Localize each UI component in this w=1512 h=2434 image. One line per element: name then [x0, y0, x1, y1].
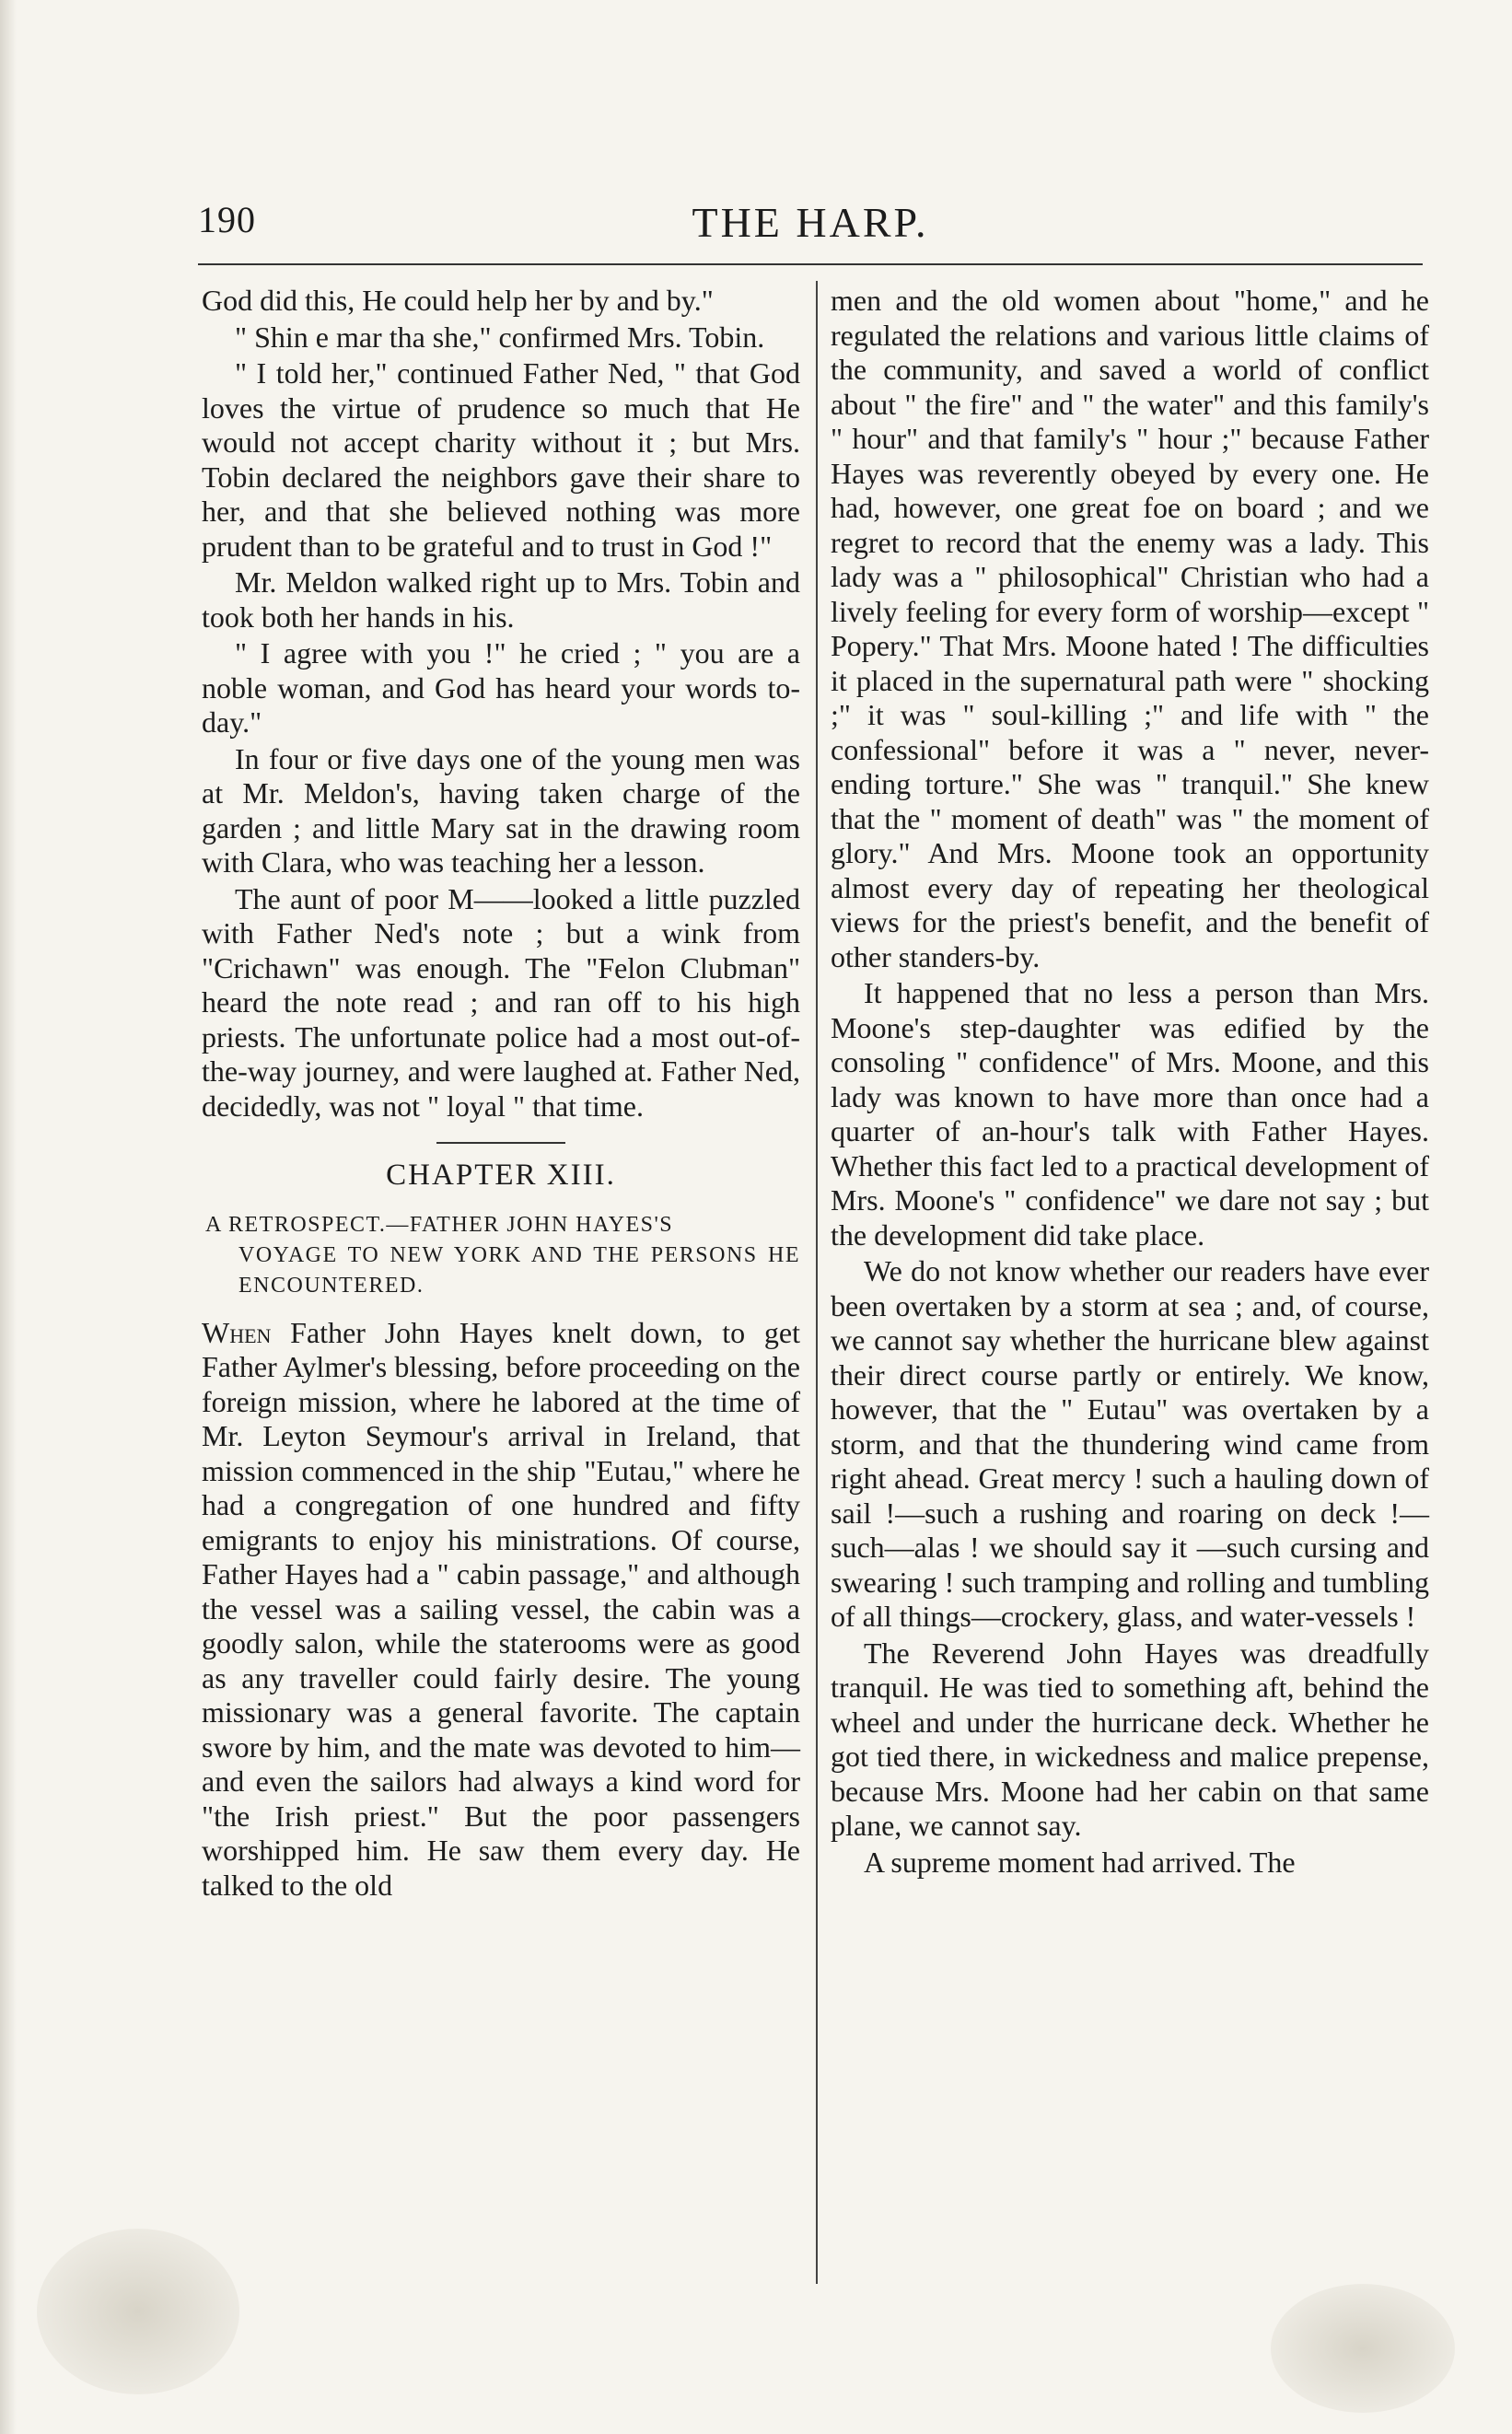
chapter-summary-line: VOYAGE TO NEW YORK AND THE PERSONS HE ENCOUNTERED.	[238, 1242, 800, 1298]
header-rule	[198, 263, 1423, 265]
paragraph: " Shin e mar tha she," confirmed Mrs. Tobin.	[235, 320, 765, 354]
paragraph: The Reverend John Hayes was dreadfully tranquil. He was tied to something aft, behind the wheel and under the hurricane deck. Whether he got tied there, in wickedness and malice prepense, because Mrs. Moone had her cabin on that same plane, we cannot say.	[831, 1636, 1429, 1842]
paragraph: " I agree with you !" he cried ; " you are a noble woman, and God has heard your words to-day."	[202, 636, 800, 739]
paragraph: In four or five days one of the young men was at Mr. Meldon's, having taken charge of the garden ; and little Mary sat in the drawing room with Clara, who was teaching her a lesson.	[202, 741, 800, 879]
column-divider	[816, 281, 818, 2284]
paragraph: The aunt of poor M——looked a little puzzled with Father Ned's note ; but a wink from "Crichawn" was enough. The "Felon Clubman" heard the note read ; and ran off to his high priests. The unfortunate police had a most out-of-the-way journey, and were laughed at. Father Ned, decidedly, was not " loyal " that time.	[202, 881, 800, 1123]
paper-smudge	[1271, 2284, 1455, 2413]
paper-smudge	[37, 2229, 239, 2394]
left-column	[202, 284, 800, 1904]
paragraph: " I told her," continued Father Ned, " that God loves the virtue of prudence so much that He would not accept charity without it ; but Mrs. Tobin declared the neighbors gave their share to her, and that she believed nothing was more prudent than to be grateful and to trust in God !"	[202, 356, 800, 563]
right-column	[831, 284, 1429, 1881]
chapter-opening-paragraph	[202, 1316, 800, 1904]
chapter-paragraph-text: Father John Hayes knelt down, to get Father Aylmer's blessing, before proceeding on the foreign mission, where he labored at the time of Mr. Leyton Seymour's arrival in Ireland, that mission commenced in the ship "Eutau," where he had a congregation of one hundred and fifty emigrants to enjoy his ministrations. Of course, Father Hayes had a " cabin passage," and although the vessel was a sailing vessel, the cabin was a goodly salon, while the staterooms were as good as any traveller could fairly desire. The young missionary was a general favorite. The captain swore by him, and the mate was devoted to him—and even the sailors had always a kind word for "the Irish priest." But the poor passengers worshipped him. He saw them every day. He talked to the old	[202, 1315, 800, 1902]
chapter-first-word: When	[202, 1315, 272, 1349]
paragraph: It happened that no less a person than Mrs. Moone's step-daughter was edified by the consoling " confidence" of Mrs. Moone, and this lady was known to have more than once had a quarter of an-hour's talk with Father Hayes. Whether this fact led to a practical development of Mrs. Moone's " confidence" we dare not say ; but the development did take place.	[831, 976, 1429, 1252]
page-number: 190	[198, 199, 256, 240]
chapter-summary	[202, 1210, 800, 1301]
chapter-divider-rule	[436, 1142, 565, 1144]
chapter-heading: CHAPTER XIII.	[386, 1159, 616, 1192]
paragraph: A supreme moment had arrived. The	[864, 1845, 1296, 1879]
chapter-summary-line: A RETROSPECT.—FATHER JOHN HAYES'S	[205, 1212, 674, 1237]
page-edge-shadow	[0, 0, 17, 2434]
paragraph: God did this, He could help her by and by."	[202, 284, 714, 317]
running-title: THE HARP.	[692, 199, 929, 246]
paragraph: We do not know whether our readers have ever been overtaken by a storm at sea ; and, of course, we cannot say whether the hurricane blew against their direct course partly or entirely. We know, however, that the " Eutau" was overtaken by a storm, and that the thundering wind came from right ahead. Great mercy ! such a hauling down of sail !—such a rushing and roaring on deck !—such—alas ! we should say it —such cursing and swearing ! such tramping and rolling and tumbling of all things—crockery, glass, and water-vessels !	[831, 1254, 1429, 1633]
paragraph: Mr. Meldon walked right up to Mrs. Tobin and took both her hands in his.	[202, 565, 800, 634]
page-header	[198, 198, 1423, 253]
paragraph: men and the old women about "home," and he regulated the relations and various little claims of the community, and saved a world of conflict about " the fire" and " the water" and this family's " hour" and that family's " hour ;" because Father Hayes was reverently obeyed by every one. He had, however, one great foe on board ; and we regret to record that the enemy was a lady. This lady was a " philosophical" Christian who had a lively feeling for every form of worship—except " Popery." That Mrs. Moone hated ! The difficulties it placed in the supernatural path were " shocking ;" it was " soul-killing ;" and life with " the confessional" before it was a " never, never-ending torture." She was " tranquil." She knew that the " moment of death" was " the moment of glory." And Mrs. Moone took an opportunity almost every day of repeating her theological views for the priest's benefit, and the benefit of other standers-by.	[831, 284, 1429, 973]
